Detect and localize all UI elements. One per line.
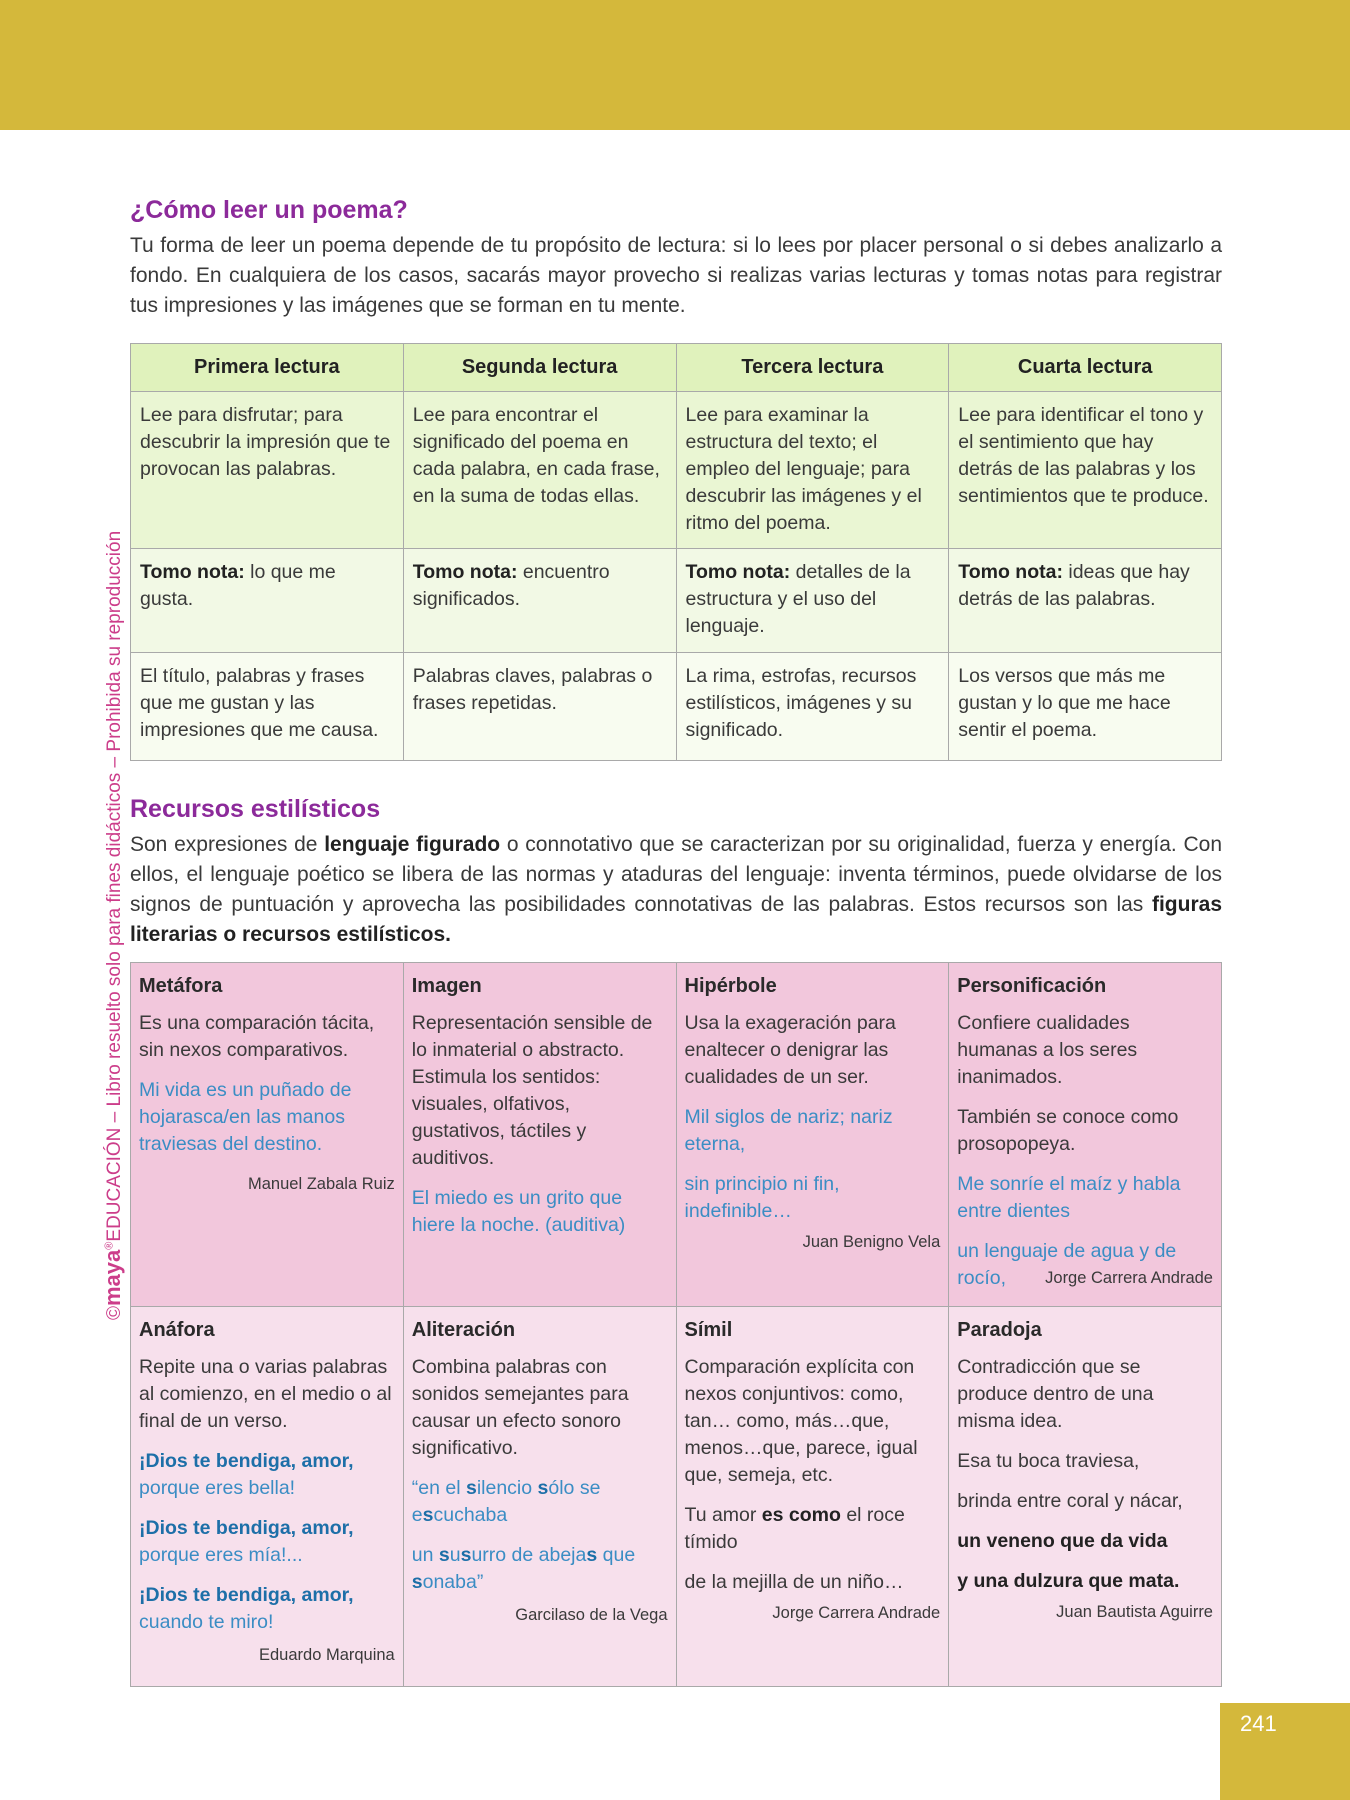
figure-cell-anafora xyxy=(131,1307,404,1687)
header-primera: Primera lectura xyxy=(131,344,404,392)
purpose-cell: Lee para disfrutar; para descubrir la impresión que te provocan las palabras. xyxy=(131,392,404,549)
figure-author: Juan Benigno Vela xyxy=(802,1233,941,1251)
figure-definition: Repite una o varias palabras al comienzo, en el medio o al final de un verso. xyxy=(139,1356,392,1432)
figure-definition: Usa la exageración para enaltecer o denigrar las cualidades de un ser. xyxy=(684,1012,896,1088)
side-copyright: ©maya®EDUCACIÓN – Libro resuelto solo para fines didácticos – Prohibida su reproducción xyxy=(100,530,125,1320)
note-cell: Tomo nota: encuentro significados. xyxy=(403,549,676,653)
figure-author: Jorge Carrera Andrade xyxy=(1045,1269,1213,1287)
figure-cell-imagen xyxy=(403,963,676,1307)
brand-logo: maya xyxy=(100,1249,125,1306)
figure-definition: Contradicción que se produce dentro de una misma idea. xyxy=(957,1356,1154,1432)
section-title-recursos: Recursos estilísticos xyxy=(130,795,381,823)
figure-example: un susurro de abejas que sonaba” xyxy=(411,1544,636,1593)
section-title-poema: ¿Cómo leer un poema? xyxy=(130,196,408,224)
figure-example: y una dulzura que mata. xyxy=(957,1570,1180,1592)
figure-title: Anáfora xyxy=(139,1319,215,1341)
figure-definition: Representación sensible de lo inmaterial o abstracto. Estimula los sentidos: visuales, olfativos, gustativos, táctiles y auditivos. xyxy=(411,1012,653,1169)
main-content xyxy=(130,196,1222,1687)
figure-author: Eduardo Marquina xyxy=(258,1646,395,1664)
figure-example: “en el silencio sólo se escuchaba xyxy=(411,1477,601,1526)
figure-definition-extra: También se conoce como prosopopeya. xyxy=(957,1106,1179,1155)
figure-example: de la mejilla de un niño… xyxy=(684,1571,904,1593)
page-number-box xyxy=(1220,1703,1350,1800)
header-band xyxy=(0,0,1350,130)
figure-definition: Es una comparación tácita, sin nexos comparativos. xyxy=(139,1012,375,1061)
figure-author: Garcilaso de la Vega xyxy=(515,1606,668,1624)
figure-example: ¡Dios te bendiga, amor, cuando te miro! xyxy=(139,1584,354,1633)
figure-definition: Confiere cualidades humanas a los seres inanimados. xyxy=(957,1012,1138,1088)
intro-paragraph: Tu forma de leer un poema depende de tu propósito de lectura: si lo lees por placer personal o si debes analizarlo a fondo. En cualquiera de los casos, sacarás mayor provecho si realizas varias lecturas y tomas notas para registrar tus impresiones y las imágenes que se forman en tu mente. xyxy=(130,234,1222,317)
page-number: 241 xyxy=(1240,1711,1277,1736)
figure-author: Jorge Carrera Andrade xyxy=(772,1604,941,1622)
figure-cell-hiperbole xyxy=(676,963,949,1307)
purpose-cell: Lee para identificar el tono y el sentimiento que hay detrás de las palabras y los sentimientos que te produce. xyxy=(949,392,1222,549)
figure-example: ¡Dios te bendiga, amor, porque eres bella! xyxy=(139,1450,354,1499)
figure-example: El miedo es un grito que hiere la noche. (auditiva) xyxy=(411,1187,626,1236)
figure-title: Aliteración xyxy=(411,1319,516,1341)
reading-table xyxy=(130,343,1222,761)
figure-author: Juan Bautista Aguirre xyxy=(1056,1603,1213,1621)
figure-example: Mi vida es un puñado de hojarasca/en las manos traviesas del destino. xyxy=(139,1079,352,1155)
figure-title: Hipérbole xyxy=(684,975,777,997)
figure-cell-personificacion xyxy=(949,963,1222,1307)
header-tercera: Tercera lectura xyxy=(676,344,949,392)
figure-title: Imagen xyxy=(411,975,482,997)
figure-title: Personificación xyxy=(957,975,1107,997)
figure-title: Símil xyxy=(684,1319,733,1341)
figure-example: Me sonríe el maíz y habla entre dientes xyxy=(957,1173,1181,1222)
recursos-section xyxy=(130,795,1222,950)
figure-title: Paradoja xyxy=(957,1319,1042,1341)
figure-example: ¡Dios te bendiga, amor, porque eres mía!... xyxy=(139,1517,354,1566)
example-cell: Los versos que más me gustan y lo que me hace sentir el poema. xyxy=(949,653,1222,761)
figure-cell-paradoja xyxy=(949,1307,1222,1687)
figure-example: Mil siglos de nariz; nariz eterna, xyxy=(684,1106,893,1155)
figure-cell-simil xyxy=(676,1307,949,1687)
note-cell: Tomo nota: detalles de la estructura y el uso del lenguaje. xyxy=(676,549,949,653)
header-cuarta: Cuarta lectura xyxy=(949,344,1222,392)
figure-example: Esa tu boca traviesa, xyxy=(957,1450,1140,1472)
recursos-paragraph: Son expresiones de lenguaje figurado o connotativo que se caracterizan por su originalidad, fuerza y energía. Con ellos, el lenguaje poético se libera de las normas y ataduras del lenguaje: inventa términos, puede olvidarse de los signos de puntuación y aprovecha las posibilidades connotativas de las palabras. Estos recursos son las figuras literarias o recursos estilísticos. xyxy=(130,833,1222,946)
figure-example: Tu amor es como el roce tímido xyxy=(684,1504,905,1553)
figure-title: Metáfora xyxy=(139,975,223,997)
figure-example: sin principio ni fin, indefinible… xyxy=(684,1173,840,1222)
figure-example: un lenguaje de agua y de rocío, Jorge Carrera Andrade xyxy=(957,1238,1213,1292)
example-cell: La rima, estrofas, recursos estilísticos, imágenes y su significado. xyxy=(676,653,949,761)
purpose-cell: Lee para examinar la estructura del texto; el empleo del lenguaje; para descubrir las imágenes y el ritmo del poema. xyxy=(676,392,949,549)
figure-cell-aliteracion xyxy=(403,1307,676,1687)
note-cell: Tomo nota: lo que me gusta. xyxy=(131,549,404,653)
note-cell: Tomo nota: ideas que hay detrás de las palabras. xyxy=(949,549,1222,653)
figure-definition: Combina palabras con sonidos semejantes para causar un efecto sonoro significativo. xyxy=(411,1356,629,1459)
header-segunda: Segunda lectura xyxy=(403,344,676,392)
example-cell: El título, palabras y frases que me gustan y las impresiones que me causa. xyxy=(131,653,404,761)
figure-definition: Comparación explícita con nexos conjuntivos: como, tan… como, más…que, menos…que, parece, igual que, semeja, etc. xyxy=(684,1356,918,1486)
figure-example: un veneno que da vida xyxy=(957,1530,1168,1552)
figure-cell-metafora xyxy=(131,963,404,1307)
example-cell: Palabras claves, palabras o frases repetidas. xyxy=(403,653,676,761)
figures-table xyxy=(130,962,1222,1687)
figure-example: brinda entre coral y nácar, xyxy=(957,1490,1183,1512)
purpose-cell: Lee para encontrar el significado del poema en cada palabra, en cada frase, en la suma de todas ellas. xyxy=(403,392,676,549)
figure-author: Manuel Zabala Ruiz xyxy=(248,1175,395,1193)
